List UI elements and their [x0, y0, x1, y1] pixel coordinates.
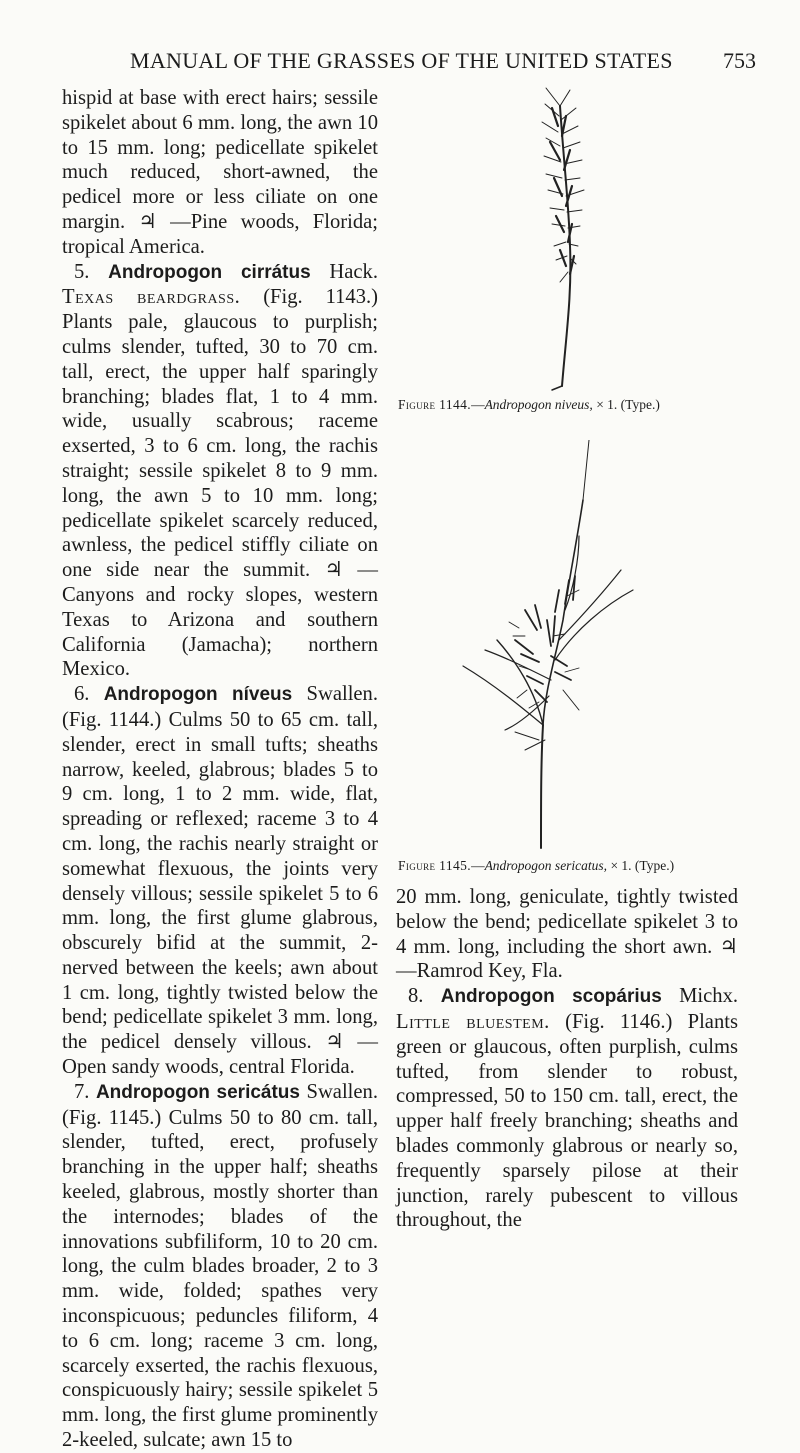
figure-label: Figure 1145.: [398, 858, 472, 873]
species-name: Andropogon cirrátus: [108, 261, 311, 283]
species-description: (Fig. 1143.) Plants pale, glaucous to purplish; culms slender, tufted, 30 to 70 cm. tall, erect, the upper half sparingly branching; blades flat, 1 to 4 mm. wide, usually scabrous; raceme exserted, 3 to 6 cm. long, the rachis straight; sessile spikelet 8 to 9 mm. long, the awn 5 to 10 mm. long; pedicellate spikelet scarcely reduced, awnless, the pedicel stiffly ciliate on one side near the summit. ♃ —Canyons and rocky slopes, western Texas to Arizona and southern California (Jamacha); northern Mexico.: [62, 286, 378, 681]
species-number: 8.: [408, 985, 424, 1008]
species-name: Andropogon sericátus: [95, 1081, 300, 1103]
species-entry-cirratus: [62, 260, 378, 683]
species-name: Andropogon níveus: [103, 684, 293, 706]
figure-species: Andropogon sericatus,: [484, 858, 608, 873]
left-column: [62, 86, 378, 1453]
figure-note: × 1. (Type.): [596, 397, 660, 412]
species-entry-scoparius: [396, 984, 738, 1233]
species-author: Hack.: [329, 260, 378, 283]
running-title: MANUAL OF THE GRASSES OF THE UNITED STATES: [130, 48, 673, 73]
figure-note: × 1. (Type.): [610, 858, 675, 873]
species-description: (Fig. 1146.) Plants green or glaucous, often purplish, culms tufted, from slender to robust, compressed, 50 to 150 cm. tall, erect, the upper half freely branching; sheaths and blades commonly glabrous or nearly so, frequently sparsely pilose at their junction, rarely pubescent to villous throughout, the: [396, 1010, 738, 1232]
species-entry-sericatus: [62, 1080, 378, 1453]
species-entry-niveus: [62, 682, 378, 1080]
figure-1145-illustration: [455, 440, 635, 850]
species-description: (Fig. 1145.) Culms 50 to 80 cm. tall, slender, tufted, erect, profusely branching in the upper half; sheaths keeled, glabrous, mostly shorter than the internodes; blades of the innovations subfiliform, 10 to 20 cm. long, the culm blades broader, 2 to 3 mm. wide, folded; spathes very inconspicuous; peduncles filiform, 4 to 6 cm. long; raceme 3 cm. long, scarcely exserted, the rachis flexuous, conspicuously hairy; sessile spikelet 5 mm. long, the first glume prominently 2-keeled, sulcate; awn 15 to: [62, 1106, 378, 1452]
species-number: 5.: [74, 260, 90, 283]
figure-1144-caption: Figure 1144.—Andropogon niveus, × 1. (Type.): [398, 397, 660, 412]
species-author: Swallen.: [306, 1080, 378, 1103]
page-header: [0, 44, 800, 78]
species-number: 6.: [74, 683, 90, 706]
species-description: (Fig. 1144.) Culms 50 to 65 cm. tall, slender, erect in small tufts; sheaths narrow, keeled, glabrous; blades 5 to 9 cm. long, 1 to 2 mm. wide, flat, spreading or reflexed; raceme 3 to 4 cm. long, the rachis nearly straight or somewhat flexuous, the joints very densely villous; sessile spikelet 5 to 6 mm. long, the first glume glabrous, obscurely bifid at the summit, 2-nerved between the keels; awn about 1 cm. long, tightly twisted below the bend; pedicellate spikelet 3 mm. long, the pedicel densely villous. ♃ —Open sandy woods, central Florida.: [62, 708, 378, 1079]
figure-1144-illustration: [490, 86, 610, 391]
species-author: Swallen.: [306, 683, 378, 706]
species-author: Michx.: [679, 985, 739, 1008]
figure-1145-caption: Figure 1145.—Andropogon sericatus, × 1. (Type.): [398, 858, 675, 873]
right-column: [396, 885, 738, 1233]
figure-species: Andropogon niveus,: [484, 397, 593, 412]
species-number: 7.: [74, 1080, 90, 1103]
paragraph-continuation: 20 mm. long, geniculate, tightly twisted below the bend; pedicellate spikelet 3 to 4 mm. long, including the short awn. ♃ —Ramrod Key, Fla.: [396, 886, 738, 983]
page-number: 753: [723, 48, 756, 73]
common-name: Little bluestem.: [396, 1010, 550, 1033]
common-name: Texas beardgrass.: [62, 286, 241, 309]
figure-label: Figure 1144.: [398, 397, 472, 412]
paragraph-continuation: hispid at base with erect hairs; sessile spikelet about 6 mm. long, the awn 10 to 15 mm. long; pedicellate spikelet much reduced, short-awned, the pedicel more or less ciliate on one margin. ♃ —Pine woods, Florida; tropical America.: [62, 87, 378, 258]
species-name: Andropogon scopárius: [440, 986, 662, 1008]
